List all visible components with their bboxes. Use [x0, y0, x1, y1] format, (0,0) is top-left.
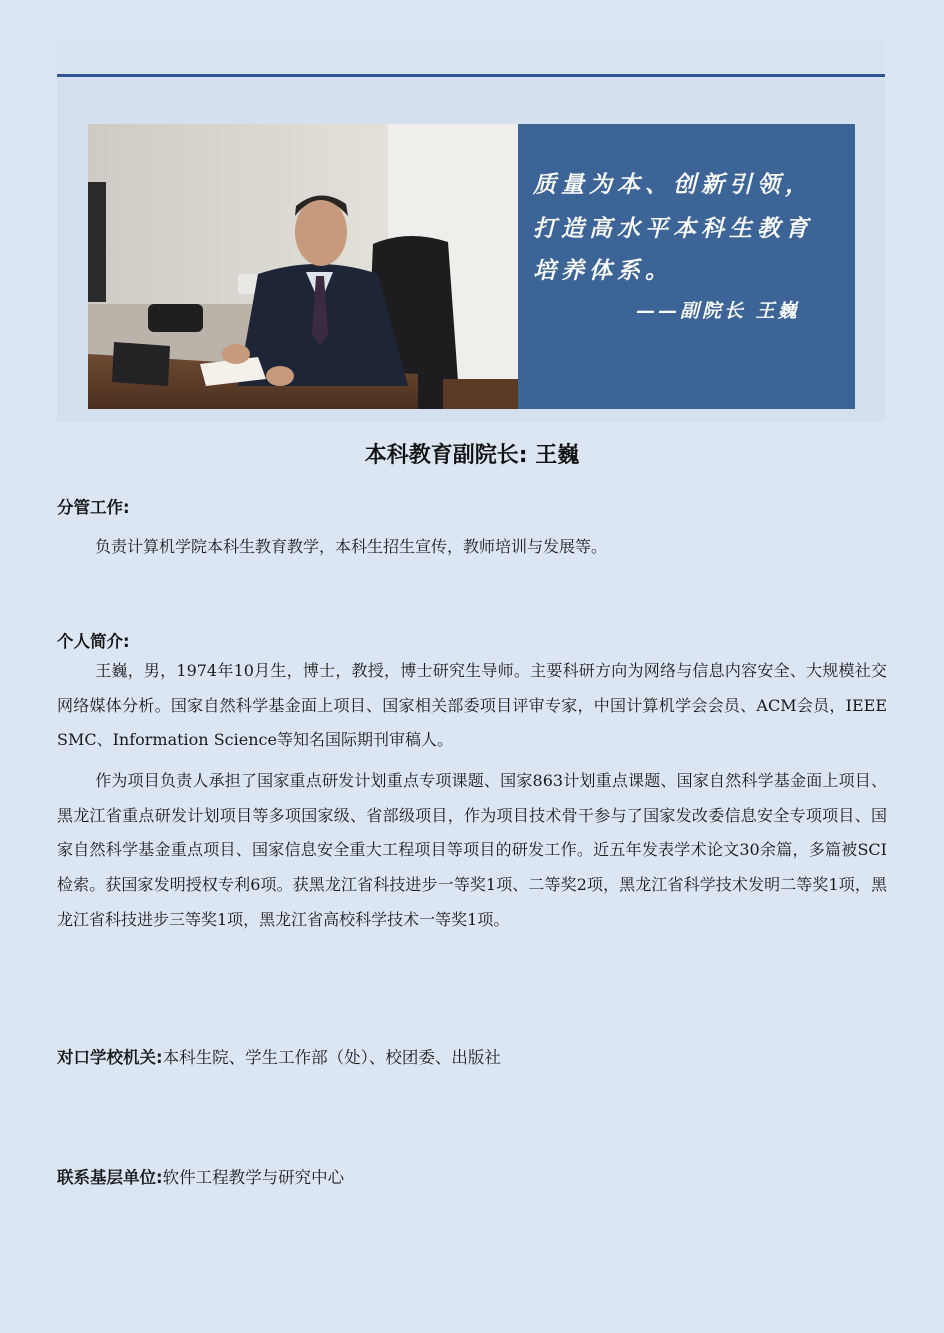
liaison-label: 对口学校机关:	[57, 1048, 163, 1067]
bio-paragraph-1-text: 王巍，男，1974年10月生，博士，教授，博士研究生导师。主要科研方向为网络与信息内容安全、大规模社交网络媒体分析。国家自然科学基金面上项目、国家相关部委项目评审专家，中国计算机学会会员、ACM会员，IEEE SMC、Information Science等知名国际期刊审稿人。	[57, 661, 887, 750]
liaison-value: 本科生院、学生工作部（处）、校团委、出版社	[162, 1048, 501, 1067]
contact-row	[57, 1164, 344, 1188]
motto-signature: ——副院长 王巍	[636, 300, 800, 322]
duties-text-content: 负责计算机学院本科生教育教学，本科生招生宣传，教师培训与发展等。	[95, 537, 608, 556]
portrait-illustration	[88, 124, 518, 409]
motto-line-3: 培养体系。	[533, 257, 673, 284]
bio-paragraph-1	[57, 654, 887, 758]
motto-line-2: 打造高水平本科生教育	[533, 215, 813, 242]
liaison-row	[57, 1044, 501, 1068]
duties-text	[57, 530, 887, 565]
duties-heading: 分管工作:	[57, 498, 130, 517]
contact-value: 软件工程教学与研究中心	[162, 1168, 345, 1187]
header-band	[57, 40, 885, 76]
portrait-photo	[88, 124, 518, 409]
bio-paragraph-2	[57, 764, 887, 938]
motto-line-1: 质量为本、创新引领，	[533, 171, 813, 198]
bio-heading: 个人简介:	[57, 632, 130, 651]
page-title: 本科教育副院长: 王巍	[364, 443, 580, 468]
bio-paragraph-2-text: 作为项目负责人承担了国家重点研发计划重点专项课题、国家863计划重点课题、国家自然科学基金面上项目、黑龙江省重点研发计划项目等多项国家级、省部级项目，作为项目技术骨干参与了国家发改委信息安全专项项目、国家自然科学基金重点项目、国家信息安全重大工程项目等项目的研发工作。近五年发表学术论文30余篇，多篇被SCI检索。获国家发明授权专利6项。获黑龙江省科技进步一等奖1项、二等奖2项，黑龙江省科学技术发明二等奖1项，黑龙江省科技进步三等奖1项，黑龙江省高校科学技术一等奖1项。	[57, 771, 887, 929]
contact-label: 联系基层单位:	[57, 1168, 163, 1187]
motto-panel	[518, 124, 855, 409]
